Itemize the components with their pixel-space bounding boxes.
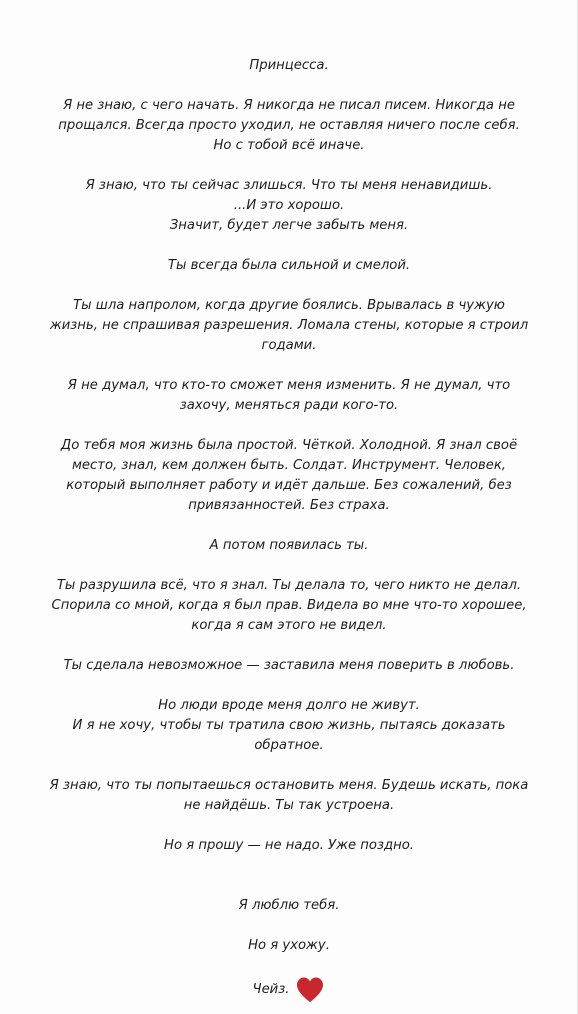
love-line-text: Я люблю тебя. [238,898,340,913]
letter-greeting [16,56,562,76]
paragraph-line: захочу, меняться ради кого-то. [179,398,399,413]
paragraph-line: Но я прошу — не надо. Уже поздно. [164,838,414,853]
paragraph-line: Спорила со мной, когда я был прав. Видела во мне что-то хорошее, [51,598,527,613]
paragraph-line: Ты шла напролом, когда другие боялись. Врывалась в чужую [73,298,505,313]
paragraph-line: обратное. [254,738,324,753]
signature [253,976,326,1004]
greeting-line: Принцесса. [249,58,329,73]
paragraph-line: Я не знаю, с чего начать. Я никогда не писал писем. Никогда не [63,98,515,113]
paragraph-line: годами. [261,338,317,353]
paragraph-line: когда я сам этого не видел. [191,618,387,633]
paragraph-line: жизнь, не спрашивая разрешения. Ломала стены, которые я строил [49,318,529,333]
heart-icon [295,976,325,1004]
love-line [16,896,562,916]
paragraph-line: место, знал, кем должен быть. Солдат. Инструмент. Человек, [71,458,506,473]
paragraph-line: привязанностей. Без страха. [188,498,390,513]
letter-paragraph [16,96,562,156]
paragraph-line: Но люди вроде меня долго не живут. [158,698,420,713]
paragraph-line: До тебя моя жизнь была простой. Чёткой. Холодной. Я знал своё [60,438,518,453]
letter-body [0,56,578,1014]
paragraph-line: Ты всегда была сильной и смелой. [167,258,411,273]
signature-block [16,976,562,1004]
paragraph-line: Я знаю, что ты попытаешься остановить меня. Будешь искать, пока [49,778,529,793]
letter-paragraph [16,296,562,356]
leaving-line-text: Но я ухожу. [248,938,330,953]
paragraph-line: который выполняет работу и идёт дальше. Без сожалений, без [66,478,512,493]
paragraph-line: ...И это хорошо. [233,198,345,213]
letter-paragraph [16,256,562,276]
paragraph-line: Я не думал, что кто-то сможет меня изменить. Я не думал, что [67,378,511,393]
letter-paragraph [16,376,562,416]
signature-name: Чейз. [252,982,290,997]
paragraph-line: Я знаю, что ты сейчас злишься. Что ты меня ненавидишь. [85,178,493,193]
letter-paragraph [16,776,562,816]
paragraph-line: А потом появилась ты. [209,538,369,553]
paragraph-line: Значит, будет легче забыть меня. [169,218,409,233]
leaving-line [16,936,562,956]
paragraph-line: И я не хочу, чтобы ты тратила свою жизнь, пытаясь доказать [72,718,506,733]
letter-paragraph [16,176,562,236]
paragraph-line: Ты сделала невозможное — заставила меня поверить в любовь. [63,658,515,673]
heart-shape [297,978,323,1003]
paragraph-line: прощался. Всегда просто уходил, не оставляя ничего после себя. [58,118,520,133]
paragraph-line: не найдёшь. Ты так устроена. [183,798,395,813]
letter-paragraph [16,576,562,636]
letter-paragraph [16,656,562,676]
paragraph-line: Ты разрушила всё, что я знал. Ты делала то, чего никто не делал. [56,578,522,593]
letter-paragraph [16,696,562,756]
letter-paragraph [16,836,562,856]
letter-paragraph [16,536,562,556]
letter-paragraph [16,436,562,516]
paragraph-line: Но с тобой всё иначе. [213,138,365,153]
